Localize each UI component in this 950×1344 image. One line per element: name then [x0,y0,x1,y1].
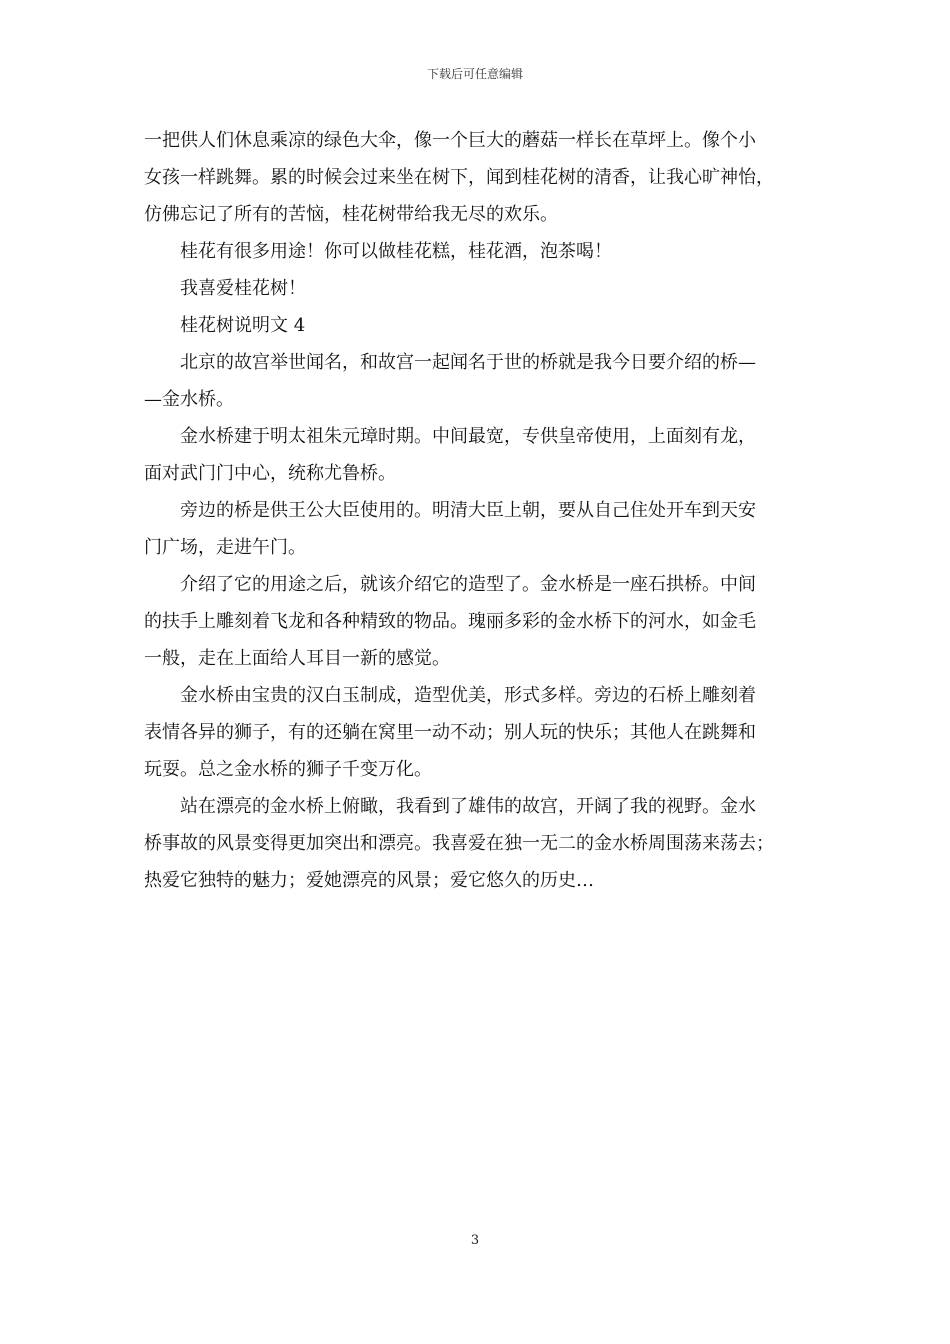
text-line: 北京的故宫举世闻名，和故宫一起闻名于世的桥就是我今日要介绍的桥— [180,352,756,373]
page-header: 下载后可任意编辑 [426,67,523,81]
paragraph-7 [144,492,814,566]
text-line: 桥事故的风景变得更加突出和漂亮。我喜爱在独一无二的金水桥周围荡来荡去； [144,833,774,854]
paragraph-1 [144,122,814,233]
text-line: 桂花树说明文 4 [180,315,306,336]
text-line: 的扶手上雕刻着飞龙和各种精致的物品。瑰丽多彩的金水桥下的河水，如金毛 [144,611,756,632]
text-line: 金水桥由宝贵的汉白玉制成，造型优美，形式多样。旁边的石桥上雕刻着 [180,685,756,706]
text-line: 玩耍。总之金水桥的狮子千变万化。 [144,759,432,780]
paragraph-9 [144,677,814,788]
text-line: —金水桥。 [144,389,234,410]
document-body [144,122,814,899]
text-line: 站在漂亮的金水桥上俯瞰，我看到了雄伟的故宫，开阔了我的视野。金水 [180,796,756,817]
paragraph-2 [144,233,814,270]
text-line: 面对武门门中心，统称尤鲁桥。 [144,463,396,484]
text-line: 金水桥建于明太祖朱元璋时期。中间最宽，专供皇帝使用，上面刻有龙， [180,426,756,447]
text-line: 桂花有很多用途！你可以做桂花糕，桂花酒，泡茶喝！ [180,241,612,262]
paragraph-5 [144,344,814,418]
section-heading [144,307,814,344]
page-number: 3 [470,1233,480,1248]
paragraph-3 [144,270,814,307]
text-line: 我喜爱桂花树！ [180,278,306,299]
text-line: 旁边的桥是供王公大臣使用的。明清大臣上朝，要从自己住处开车到天安 [180,500,756,521]
text-line: 一把供人们休息乘凉的绿色大伞，像一个巨大的蘑菇一样长在草坪上。像个小 [144,130,756,151]
text-line: 女孩一样跳舞。累的时候会过来坐在树下，闻到桂花树的清香，让我心旷神怡， [144,167,774,188]
text-line: 介绍了它的用途之后，就该介绍它的造型了。金水桥是一座石拱桥。中间 [180,574,756,595]
text-line: 一般，走在上面给人耳目一新的感觉。 [144,648,450,669]
paragraph-6 [144,418,814,492]
text-line: 仿佛忘记了所有的苦恼，桂花树带给我无尽的欢乐。 [144,204,558,225]
text-line: 表情各异的狮子，有的还躺在窝里一动不动；别人玩的快乐；其他人在跳舞和 [144,722,756,743]
paragraph-8 [144,566,814,677]
text-line: 门广场，走进午门。 [144,537,306,558]
text-line: 热爱它独特的魅力；爱她漂亮的风景；爱它悠久的历史… [144,870,594,891]
paragraph-10 [144,788,814,899]
